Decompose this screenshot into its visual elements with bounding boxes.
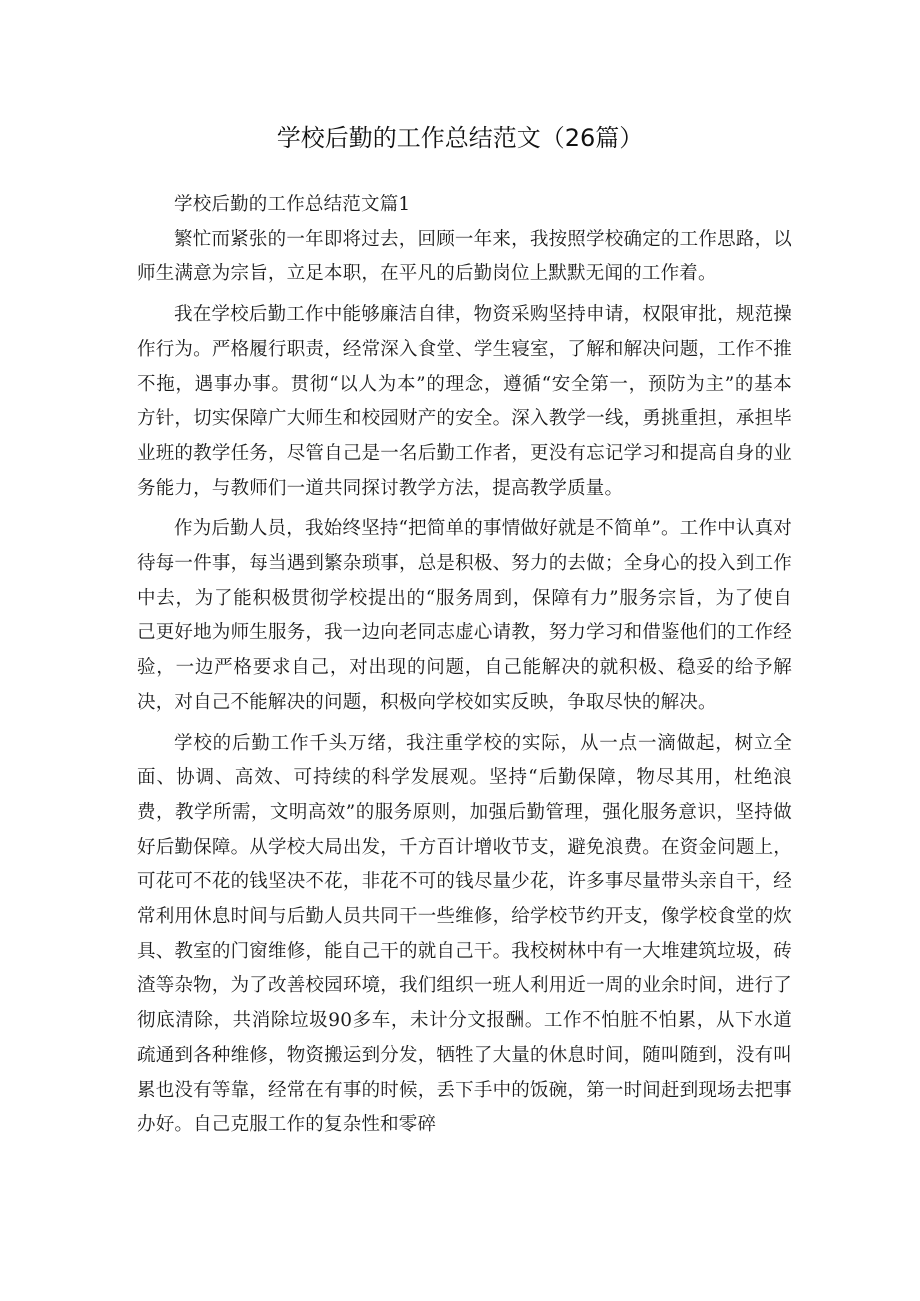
section-heading: 学校后勤的工作总结范文篇1 [174,194,411,215]
paragraph-1: 繁忙而紧张的一年即将过去，回顾一年来，我按照学校确定的工作思路，以师生满意为宗旨，立足本职，在平凡的后勤岗位上默默无闻的工作着。 [137,228,792,285]
paragraph-2: 我在学校后勤工作中能够廉洁自律，物资采购坚持申请，权限审批，规范操作行为。严格履行职责，经常深入食堂、学生寝室，了解和解决问题，工作不推不拖，遇事办事。贯彻“以人为本”的理念，遵循“安全第一，预防为主”的基本方针，切实保障广大师生和校园财产的安全。深入教学一线，勇挑重担，承担毕业班的教学任务，尽管自己是一名后勤工作者，更没有忘记学习和提高自身的业务能力，与教师们一道共同探讨教学方法，提高教学质量。 [137,304,792,499]
paragraph-3: 作为后勤人员，我始终坚持“把简单的事情做好就是不简单”。工作中认真对待每一件事，每当遇到繁杂琐事，总是积极、努力的去做；全身心的投入到工作中去，为了能积极贯彻学校提出的“服务周到，保障有力”服务宗旨，为了使自己更好地为师生服务，我一边向老同志虚心请教，努力学习和借鉴他们的工作经验，一边严格要求自己，对出现的问题，自己能解决的就积极、稳妥的给予解决，对自己不能解决的问题，积极向学校如实反映，争取尽快的解决。 [137,518,792,713]
document-title: 学校后勤的工作总结范文（26篇） [276,124,644,152]
document-body [137,188,792,1143]
paragraph-4: 学校的后勤工作千头万绪，我注重学校的实际，从一点一滴做起，树立全面、协调、高效、可持续的科学发展观。坚持“后勤保障，物尽其用，杜绝浪费，教学所需，文明高效”的服务原则，加强后勤管理，强化服务意识，坚持做好后勤保障。从学校大局出发，千方百计增收节支，避免浪费。在资金问题上，可花可不花的钱坚决不花，非花不可的钱尽量少花，许多事尽量带头亲自干，经常利用休息时间与后勤人员共同干一些维修，给学校节约开支，像学校食堂的炊具、教室的门窗维修，能自己干的就自己干。我校树林中有一大堆建筑垃圾，砖渣等杂物，为了改善校园环境，我们组织一班人利用近一周的业余时间，进行了彻底清除，共消除垃圾90多车，未计分文报酬。工作不怕脏不怕累，从下水道疏通到各种维修，物资搬运到分发，牺牲了大量的休息时间，随叫随到，没有叫累也没有等靠，经常在有事的时候，丢下手中的饭碗，第一时间赶到现场去把事办好。自己克服工作的复杂性和零碎 [137,732,792,1136]
